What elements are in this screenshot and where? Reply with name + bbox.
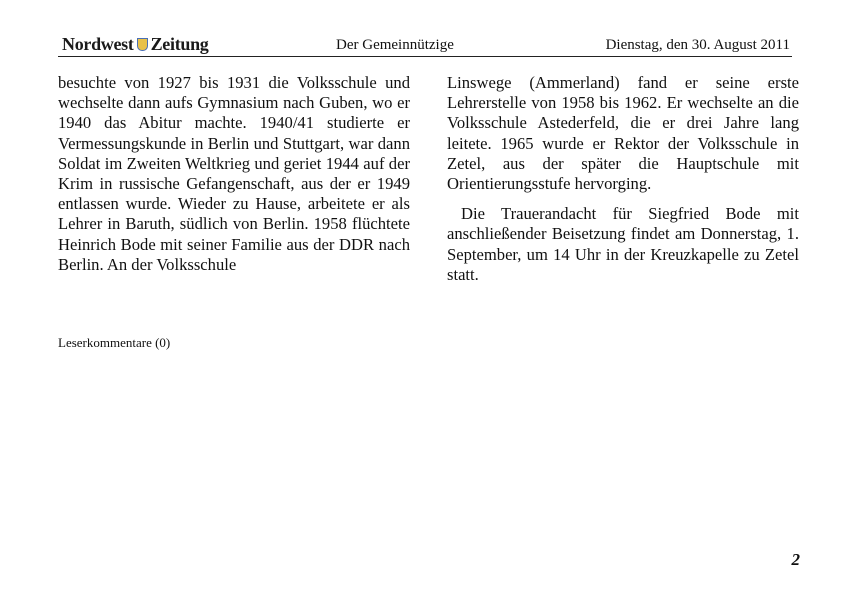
- page-header: [58, 34, 792, 57]
- article-column-left: [58, 73, 410, 275]
- crest-icon: [137, 38, 148, 51]
- article-paragraph: Linswege (Ammerland) fand er seine erste Lehrerstelle von 1958 bis 1962. Er wechselte an die Volksschule Astederfeld, die er drei Jahre lang leitete. 1965 wurde er Rektor der Volksschule in Zetel, aus der später die Hauptschule mit Orientierungsstufe hervorging.: [447, 73, 799, 194]
- article-column-right: [447, 73, 799, 285]
- logo-text-left: Nordwest: [62, 34, 134, 54]
- page-number: 2: [791, 550, 800, 569]
- article-paragraph: Die Trauerandacht für Siegfried Bode mit anschließender Beisetzung findet am Donnerstag, 1. September, um 14 Uhr in der Kreuzkapelle zu Zetel statt.: [447, 204, 799, 284]
- section-title: Der Gemeinnützige: [336, 37, 454, 53]
- logo-text-right: Zeitung: [150, 34, 209, 54]
- issue-date: Dienstag, den 30. August 2011: [605, 37, 790, 53]
- article-paragraph: besuchte von 1927 bis 1931 die Volksschule und wechselte dann aufs Gymnasium nach Guben, wo er 1940 das Abitur machte. 1940/41 studierte er Vermessungskunde in Berlin und Stuttgart, war dann Soldat im Zweiten Weltkrieg und geriet 1944 auf der Krim in russische Gefangenschaft, aus der er 1949 entlassen wurde. Wieder zu Hause, arbeitete er als Lehrer in Baruth, südlich von Berlin. 1958 flüchtete Heinrich Bode mit seiner Familie aus der DDR nach Berlin. An der Volksschule: [58, 73, 410, 274]
- reader-comments-link[interactable]: Leserkommentare (0): [58, 335, 171, 350]
- newspaper-logo: [62, 34, 209, 55]
